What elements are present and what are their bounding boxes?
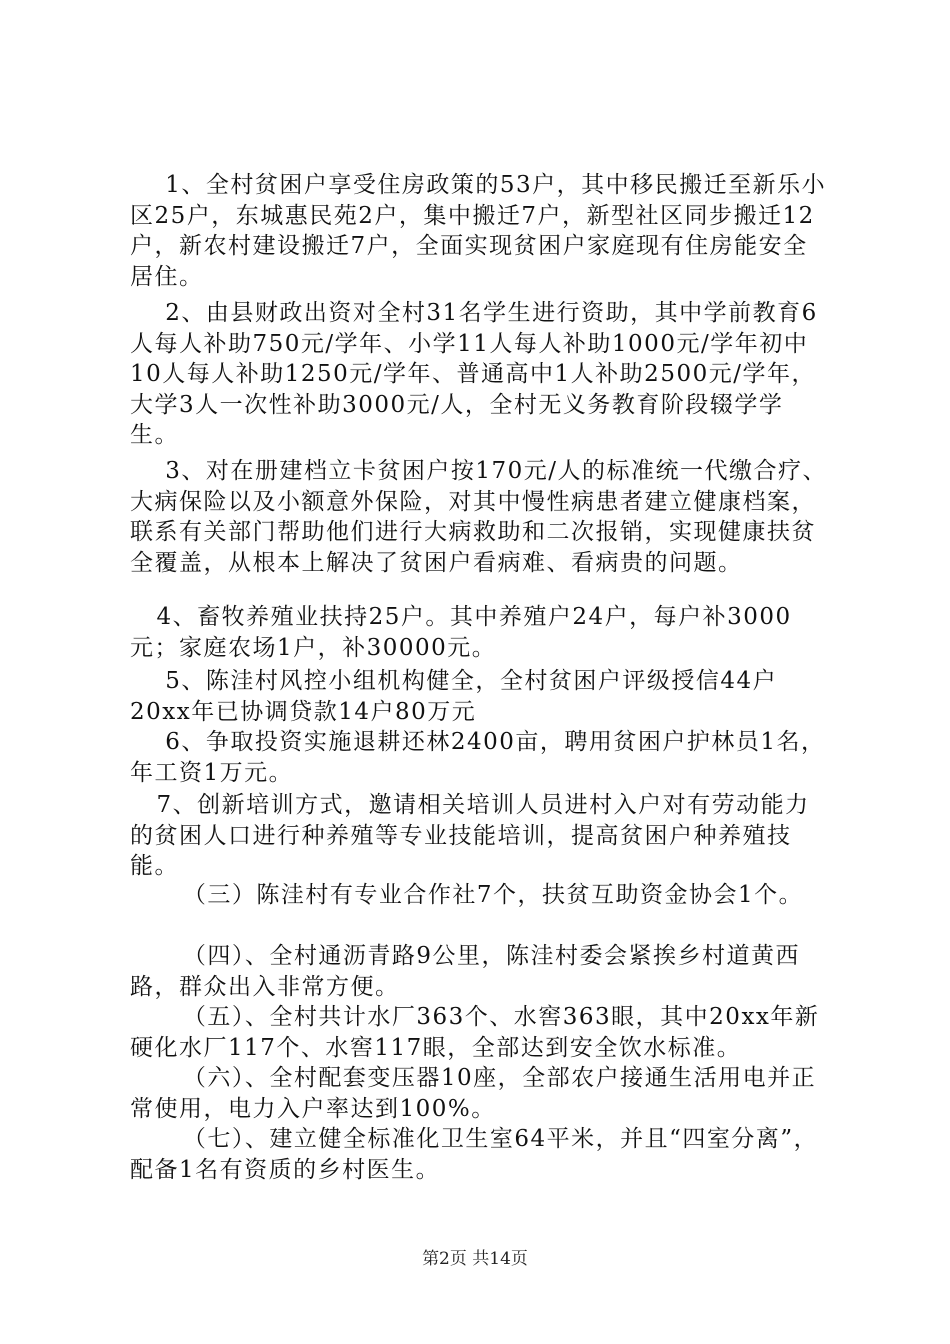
paragraph-training: 7、创新培训方式，邀请相关培训人员进村入户对有劳动能力的贫困人口进行种养殖等专业技能培训，提高贫困户种养殖技能。 (130, 792, 810, 879)
paragraph-education: 2、由县财政出资对全村31名学生进行资助，其中学前教育6人每人补助750元/学年、小学11人每人补助1000元/学年初中10人每人补助1250元/学年、普通高中1人补助2500元/学年，大学3人一次性补助3000元/人，全村无义务教育阶段辍学学生。 (130, 300, 818, 448)
paragraph-clinic: （七）、建立健全标准化卫生室64平米，并且“四室分离”，配备1名有资质的乡村医生。 (130, 1126, 819, 1183)
paragraph-credit: 5、陈洼村风控小组机构健全，全村贫困户评级授信44户20xx年已协调贷款14户80万元 (130, 668, 778, 725)
paragraph-housing: 1、全村贫困户享受住房政策的53户，其中移民搬迁至新乐小区25户，东城惠民苑2户，集中搬迁7户，新型社区同步搬迁12户，新农村建设搬迁7户，全面实现贫困户家庭现有住房能安全居住。 (130, 172, 827, 290)
paragraph-livestock: 4、畜牧养殖业扶持25户。其中养殖户24户，每户补3000元；家庭农场1户，补30000元。 (130, 604, 792, 661)
paragraph-forestry: 6、争取投资实施退耕还林2400亩，聘用贫困户护林员1名，年工资1万元。 (130, 729, 826, 786)
paragraph-cooperatives: （三）陈洼村有专业合作社7个，扶贫互助资金协会1个。 (130, 882, 804, 908)
paragraph-electricity: （六）、全村配套变压器10座，全部农户接通生活用电并正常使用，电力入户率达到100%。 (130, 1065, 817, 1122)
paragraph-health: 3、对在册建档立卡贫困户按170元/人的标准统一代缴合疗、大病保险以及小额意外保险，对其中慢性病患者建立健康档案，联系有关部门帮助他们进行大病救助和二次报销，实现健康扶贫全覆盖，从根本上解决了贫困户看病难、看病贵的问题。 (130, 458, 828, 576)
paragraph-roads: （四）、全村通沥青路9公里，陈洼村委会紧挨乡村道黄西路，群众出入非常方便。 (130, 943, 801, 1000)
paragraph-water: （五）、全村共计水厂363个、水窖363眼，其中20xx年新硬化水厂117个、水窖117眼，全部达到安全饮水标准。 (130, 1004, 820, 1061)
page-footer: 第2页 共14页 (422, 1249, 528, 1269)
